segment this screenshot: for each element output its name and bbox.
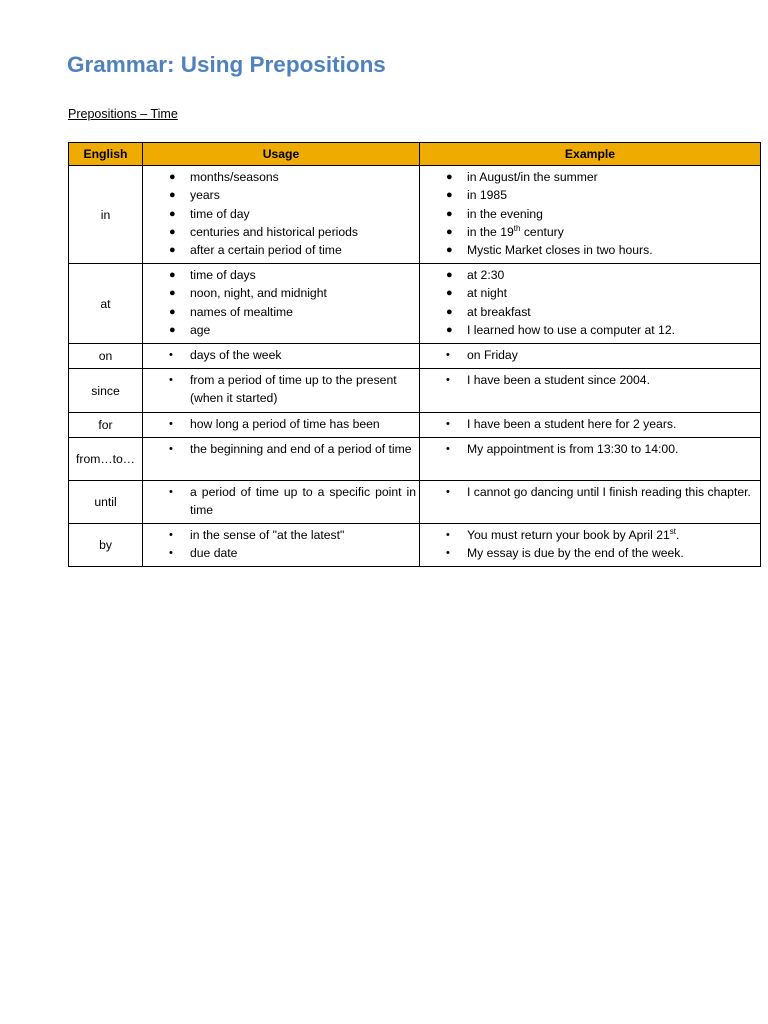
example-cell xyxy=(420,438,761,481)
example-cell xyxy=(420,369,761,413)
example-cell xyxy=(420,481,761,524)
usage-cell xyxy=(143,264,420,344)
list-item: • I have been a student since 2004. xyxy=(446,373,650,387)
list-item: • You must return your book by April 21st. xyxy=(446,527,680,542)
usage-cell xyxy=(143,438,420,481)
example-list xyxy=(420,369,760,390)
table-row-on xyxy=(69,344,761,369)
list-item: ● age xyxy=(169,322,211,337)
list-item: ● noon, night, and midnight xyxy=(169,286,327,301)
list-item: ● at breakfast xyxy=(446,304,531,319)
list-item: • in the sense of "at the latest" xyxy=(169,528,345,542)
list-item: ● centuries and historical periods xyxy=(169,224,359,239)
table-row-in xyxy=(69,166,761,264)
preposition-cell: on xyxy=(69,344,143,369)
table-row-at xyxy=(69,264,761,344)
list-item: ● years xyxy=(169,188,220,203)
header-usage: Usage xyxy=(143,143,420,166)
list-item: ● in August/in the summer xyxy=(446,170,598,184)
table-row-until xyxy=(69,481,761,524)
list-item: • due date xyxy=(169,546,238,561)
table-row-since xyxy=(69,369,761,413)
example-list xyxy=(420,264,760,340)
usage-cell xyxy=(143,481,420,524)
usage-list xyxy=(143,369,419,409)
usage-list xyxy=(143,166,419,260)
usage-list xyxy=(143,438,419,459)
list-item: ● after a certain period of time xyxy=(169,243,342,258)
list-item: • the beginning and end of a period of time xyxy=(169,442,412,456)
list-item: ● at night xyxy=(446,286,507,301)
list-item: ● in the 19th century xyxy=(446,223,564,239)
list-item: ● time of day xyxy=(169,206,250,221)
list-item: • My appointment is from 13:30 to 14:00. xyxy=(446,442,679,456)
list-item: • I have been a student here for 2 years. xyxy=(446,417,677,431)
example-cell xyxy=(420,166,761,264)
example-list xyxy=(420,481,760,502)
usage-cell xyxy=(143,524,420,567)
example-cell xyxy=(420,344,761,369)
usage-cell xyxy=(143,344,420,369)
table-header-row xyxy=(69,143,761,166)
list-item: • from a period of time up to the present (when it started) xyxy=(169,373,397,406)
example-list xyxy=(420,344,760,365)
list-item: ● at 2:30 xyxy=(446,268,505,282)
preposition-cell: until xyxy=(69,481,143,524)
table-row-from-to xyxy=(69,438,761,481)
list-item: • a period of time up to a specific point in time xyxy=(169,485,416,518)
example-list xyxy=(420,524,760,564)
table-row-for xyxy=(69,413,761,438)
usage-list xyxy=(143,344,419,365)
usage-list xyxy=(143,524,419,564)
usage-cell xyxy=(143,166,420,264)
usage-cell xyxy=(143,369,420,413)
example-list xyxy=(420,438,760,459)
section-heading: Prepositions – Time xyxy=(68,107,178,121)
preposition-cell: for xyxy=(69,413,143,438)
example-cell xyxy=(420,264,761,344)
header-example: Example xyxy=(420,143,761,166)
example-list xyxy=(420,413,760,434)
usage-list xyxy=(143,481,419,521)
list-item: ● Mystic Market closes in two hours. xyxy=(446,243,653,258)
preposition-cell: by xyxy=(69,524,143,567)
usage-list xyxy=(143,413,419,434)
list-item: • days of the week xyxy=(169,348,282,362)
list-item: • how long a period of time has been xyxy=(169,417,380,431)
preposition-cell: since xyxy=(69,369,143,413)
list-item: ● time of days xyxy=(169,268,256,282)
list-item: ● in the evening xyxy=(446,206,543,221)
usage-cell xyxy=(143,413,420,438)
list-item: • on Friday xyxy=(446,348,518,362)
preposition-cell: from…to… xyxy=(69,438,143,481)
example-cell xyxy=(420,413,761,438)
header-english: English xyxy=(69,143,143,166)
list-item: ● names of mealtime xyxy=(169,304,293,319)
example-cell xyxy=(420,524,761,567)
preposition-cell: in xyxy=(69,166,143,264)
usage-list xyxy=(143,264,419,340)
list-item: ● in 1985 xyxy=(446,188,507,203)
preposition-cell: at xyxy=(69,264,143,344)
prepositions-time-table xyxy=(68,142,761,567)
list-item: ● I learned how to use a computer at 12. xyxy=(446,322,675,337)
list-item: ● months/seasons xyxy=(169,170,279,184)
example-list xyxy=(420,166,760,260)
page-title: Grammar: Using Prepositions xyxy=(67,52,386,77)
table-row-by xyxy=(69,524,761,567)
list-item: • I cannot go dancing until I finish reading this chapter. xyxy=(446,485,751,499)
list-item: • My essay is due by the end of the week. xyxy=(446,546,684,561)
